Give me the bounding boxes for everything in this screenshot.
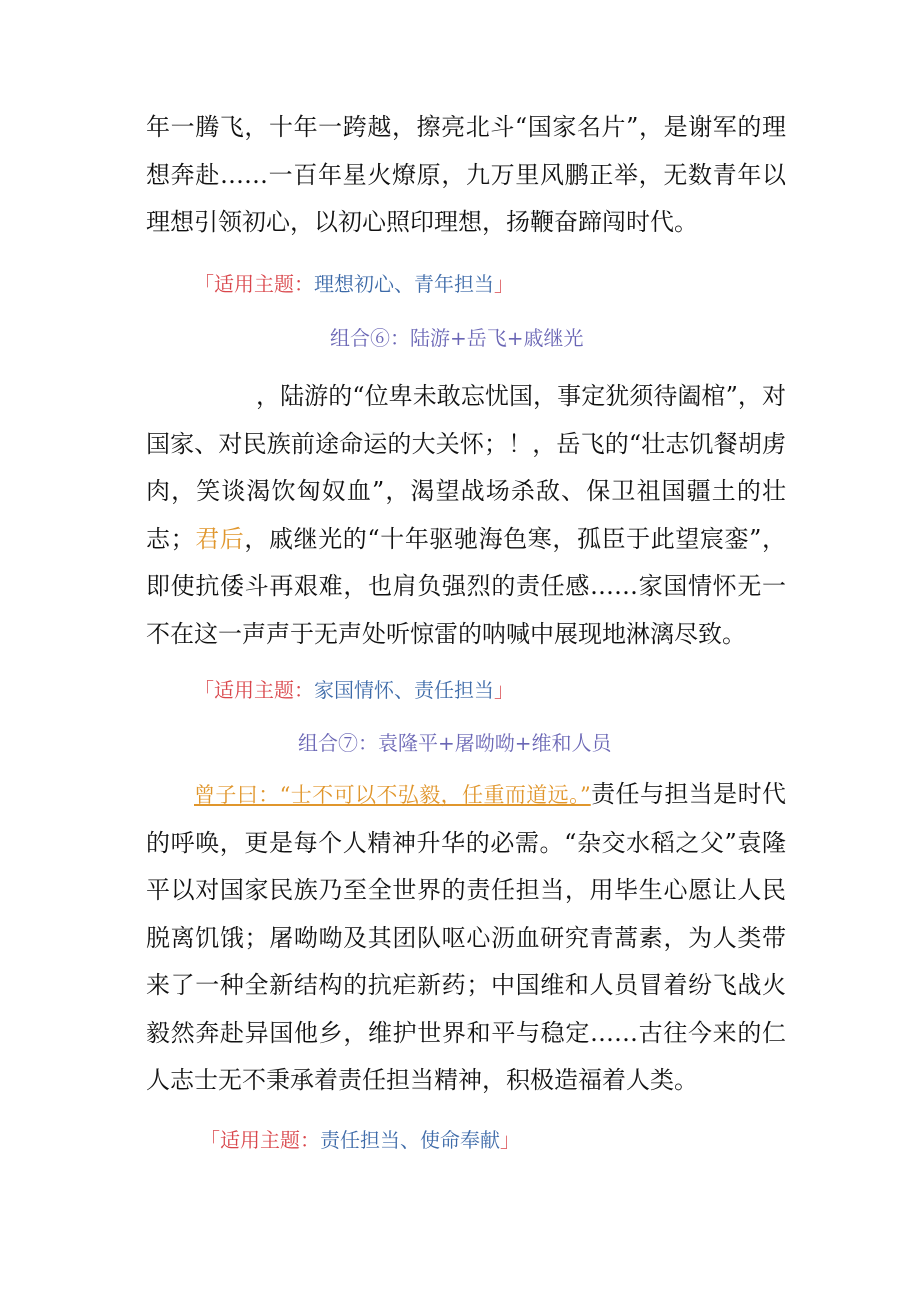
theme-keywords: 家国情怀、责任担当 bbox=[314, 678, 494, 702]
combo-heading-7: 组合⑦：袁隆平+屠呦呦+维和人员 bbox=[298, 731, 612, 755]
highlight-text: 君后 bbox=[194, 524, 245, 553]
paragraph-patriotism bbox=[146, 373, 786, 658]
theme-prefix: 「适用主题： bbox=[200, 1128, 320, 1152]
paragraph-patriotism-part2: ，戚继光的“十年驱驰海色寒，孤臣于此望宸銮”，即使抗倭斗再艰难，也肩负强烈的责任感……家国情怀无一不在这一声声于无声处听惊雷的呐喊中展现地淋漓尽致。 bbox=[146, 524, 787, 648]
theme-suffix: 」 bbox=[494, 272, 514, 296]
paragraph-responsibility-body: 责任与担当是时代的呼唤，更是每个人精神升华的必需。“杂交水稻之父”袁隆平以对国家民族乃至全世界的责任担当，用毕生心愿让人民脱离饥饿；屠呦呦及其团队呕心沥血研究青蒿素，为人类带来了一种全新结构的抗疟新药；中国维和人员冒着纷飞战火毅然奔赴异国他乡，维护世界和平与稳定……古往今来的仁人志士无不秉承着责任担当精神，积极造福着人类。 bbox=[146, 780, 786, 1094]
theme-suffix: 」 bbox=[500, 1128, 520, 1152]
theme-label-3 bbox=[200, 1126, 520, 1154]
combo-heading-6: 组合⑥：陆游+岳飞+戚继光 bbox=[330, 326, 584, 350]
theme-keywords: 责任担当、使命奉献 bbox=[320, 1128, 500, 1152]
theme-keywords: 理想初心、青年担当 bbox=[314, 272, 494, 296]
paragraph-ideal: 年一腾飞，十年一跨越，擦亮北斗“国家名片”，是谢军的理想奔赴……一百年星火燎原，九万里风鹏正举，无数青年以理想引领初心，以初心照印理想，扬鞭奋蹄闯时代。 bbox=[146, 113, 786, 236]
theme-prefix: 「适用主题： bbox=[194, 678, 314, 702]
theme-suffix: 」 bbox=[494, 678, 514, 702]
paragraph-responsibility bbox=[146, 771, 786, 1105]
quote-zengzi: 曾子曰：“士不可以不弘毅，任重而道远。” bbox=[194, 783, 591, 807]
theme-label-2 bbox=[194, 676, 514, 704]
paragraph-patriotism-part1: ，陆游的“位卑未敢忘忧国，事定犹须待阖棺”，对国家、对民族前途命运的大关怀；！，岳飞的“壮志饥餐胡虏肉，笑谈渴饮匈奴血”，渴望战场杀敌、保卫祖国疆土的壮志； bbox=[146, 382, 786, 553]
theme-prefix: 「适用主题： bbox=[194, 272, 314, 296]
theme-label-1 bbox=[194, 270, 514, 298]
